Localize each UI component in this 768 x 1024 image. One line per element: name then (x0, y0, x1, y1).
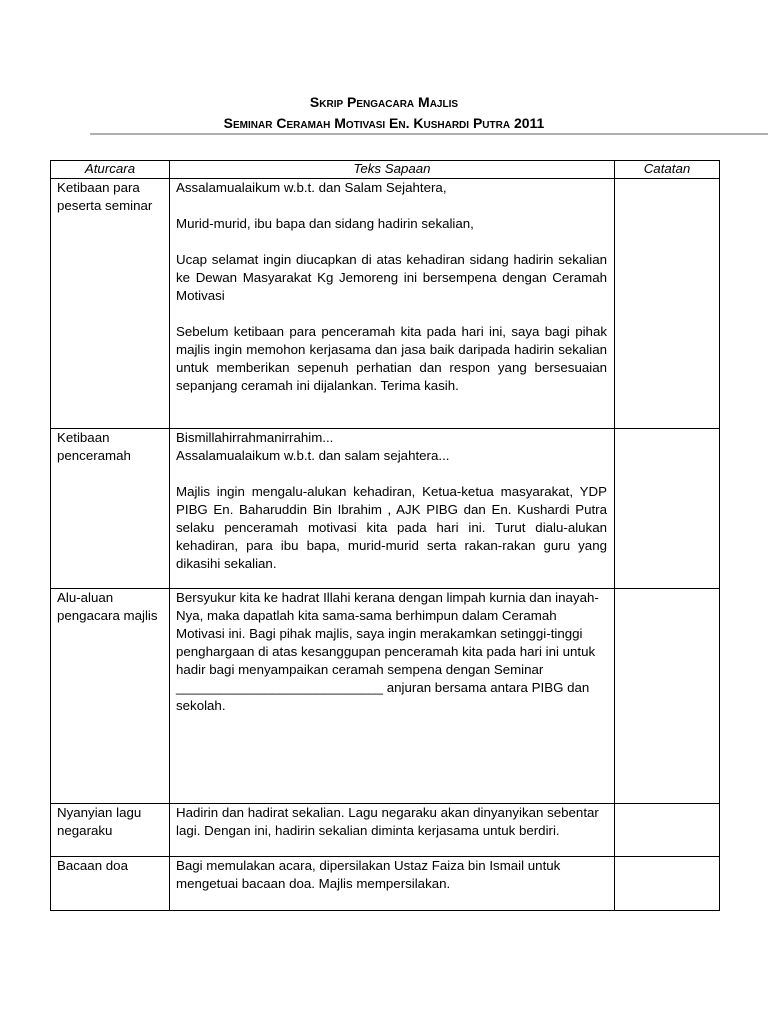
row-catatan (615, 804, 720, 857)
text-paragraph: Bagi memulakan acara, dipersilakan Ustaz Faiza bin Ismail untuk mengetuai bacaan doa. Majlis mempersilakan. (176, 858, 561, 891)
row-catatan (615, 429, 720, 589)
document-subtitle: Seminar Ceramah Motivasi En. Kushardi Putra 2011 (223, 115, 545, 131)
row-aturcara: Alu-aluan pengacara majlis (51, 589, 170, 804)
text-paragraph: Assalamualaikum w.b.t. dan Salam Sejahtera, (176, 180, 447, 195)
text-paragraph: Bersyukur kita ke hadrat Illahi kerana dengan limpah kurnia dan inayah-Nya, maka dapatlah kita sama-sama berhimpun dalam Ceramah Motivasi ini. Bagi pihak majlis, saya ingin merakamkan setinggi-tinggi penghargaan di atas kesanggupan penceramah kita pada hari ini untuk hadir bagi menyampaikan ceramah sempena dengan Seminar ____________________________ anjuran bersama antara PIBG dan sekolah. (176, 590, 599, 713)
text-paragraph: Assalamualaikum w.b.t. dan salam sejahtera... (176, 448, 450, 463)
row-aturcara: Nyanyian lagu negaraku (51, 804, 170, 857)
header-catatan: Catatan (615, 161, 720, 179)
table-row (51, 429, 720, 589)
row-teks-sapaan (170, 804, 615, 857)
table-row (51, 589, 720, 804)
row-catatan (615, 857, 720, 911)
text-paragraph: Sebelum ketibaan para penceramah kita pada hari ini, saya bagi pihak majlis ingin memohon kerjasama dan jasa baik daripada hadirin sekalian untuk memberikan sepenuh perhatian dan respon yang bersesuaian sepanjang ceramah ini dijalankan. Terima kasih. (176, 324, 607, 393)
row-teks-sapaan (170, 179, 615, 429)
row-teks-sapaan (170, 857, 615, 911)
row-teks-sapaan (170, 589, 615, 804)
row-catatan (615, 589, 720, 804)
row-teks-sapaan (170, 429, 615, 589)
text-paragraph: Ucap selamat ingin diucapkan di atas kehadiran sidang hadirin sekalian ke Dewan Masyarakat Kg Jemoreng ini bersempena dengan Ceramah Motivasi (176, 252, 607, 303)
script-table (50, 160, 720, 911)
header-teks-sapaan: Teks Sapaan (170, 161, 615, 179)
table-row (51, 857, 720, 911)
header-aturcara: Aturcara (51, 161, 170, 179)
text-paragraph: Bismillahirrahmanirrahim... (176, 430, 334, 445)
document-title: Skrip Pengacara Majlis (309, 94, 459, 110)
text-paragraph: Majlis ingin mengalu-alukan kehadiran, Ketua-ketua masyarakat, YDP PIBG En. Baharuddin Bin Ibrahim , AJK PIBG dan En. Kushardi Putra selaku penceramah motivasi kita pada hari ini. Turut dialu-alukan kehadiran, para ibu bapa, murid-murid serta rakan-rakan guru yang dikasihi sekalian. (176, 484, 607, 571)
table-header-row (51, 161, 720, 179)
row-aturcara: Bacaan doa (51, 857, 170, 911)
row-aturcara: Ketibaan para peserta seminar (51, 179, 170, 429)
table-row (51, 804, 720, 857)
row-catatan (615, 179, 720, 429)
text-paragraph: Hadirin dan hadirat sekalian. Lagu negaraku akan dinyanyikan sebentar lagi. Dengan ini, hadirin sekalian diminta kerjasama untuk berdiri. (176, 805, 599, 838)
title-divider (90, 133, 768, 135)
text-paragraph: Murid-murid, ibu bapa dan sidang hadirin sekalian, (176, 216, 474, 231)
row-aturcara: Ketibaan penceramah (51, 429, 170, 589)
table-row (51, 179, 720, 429)
